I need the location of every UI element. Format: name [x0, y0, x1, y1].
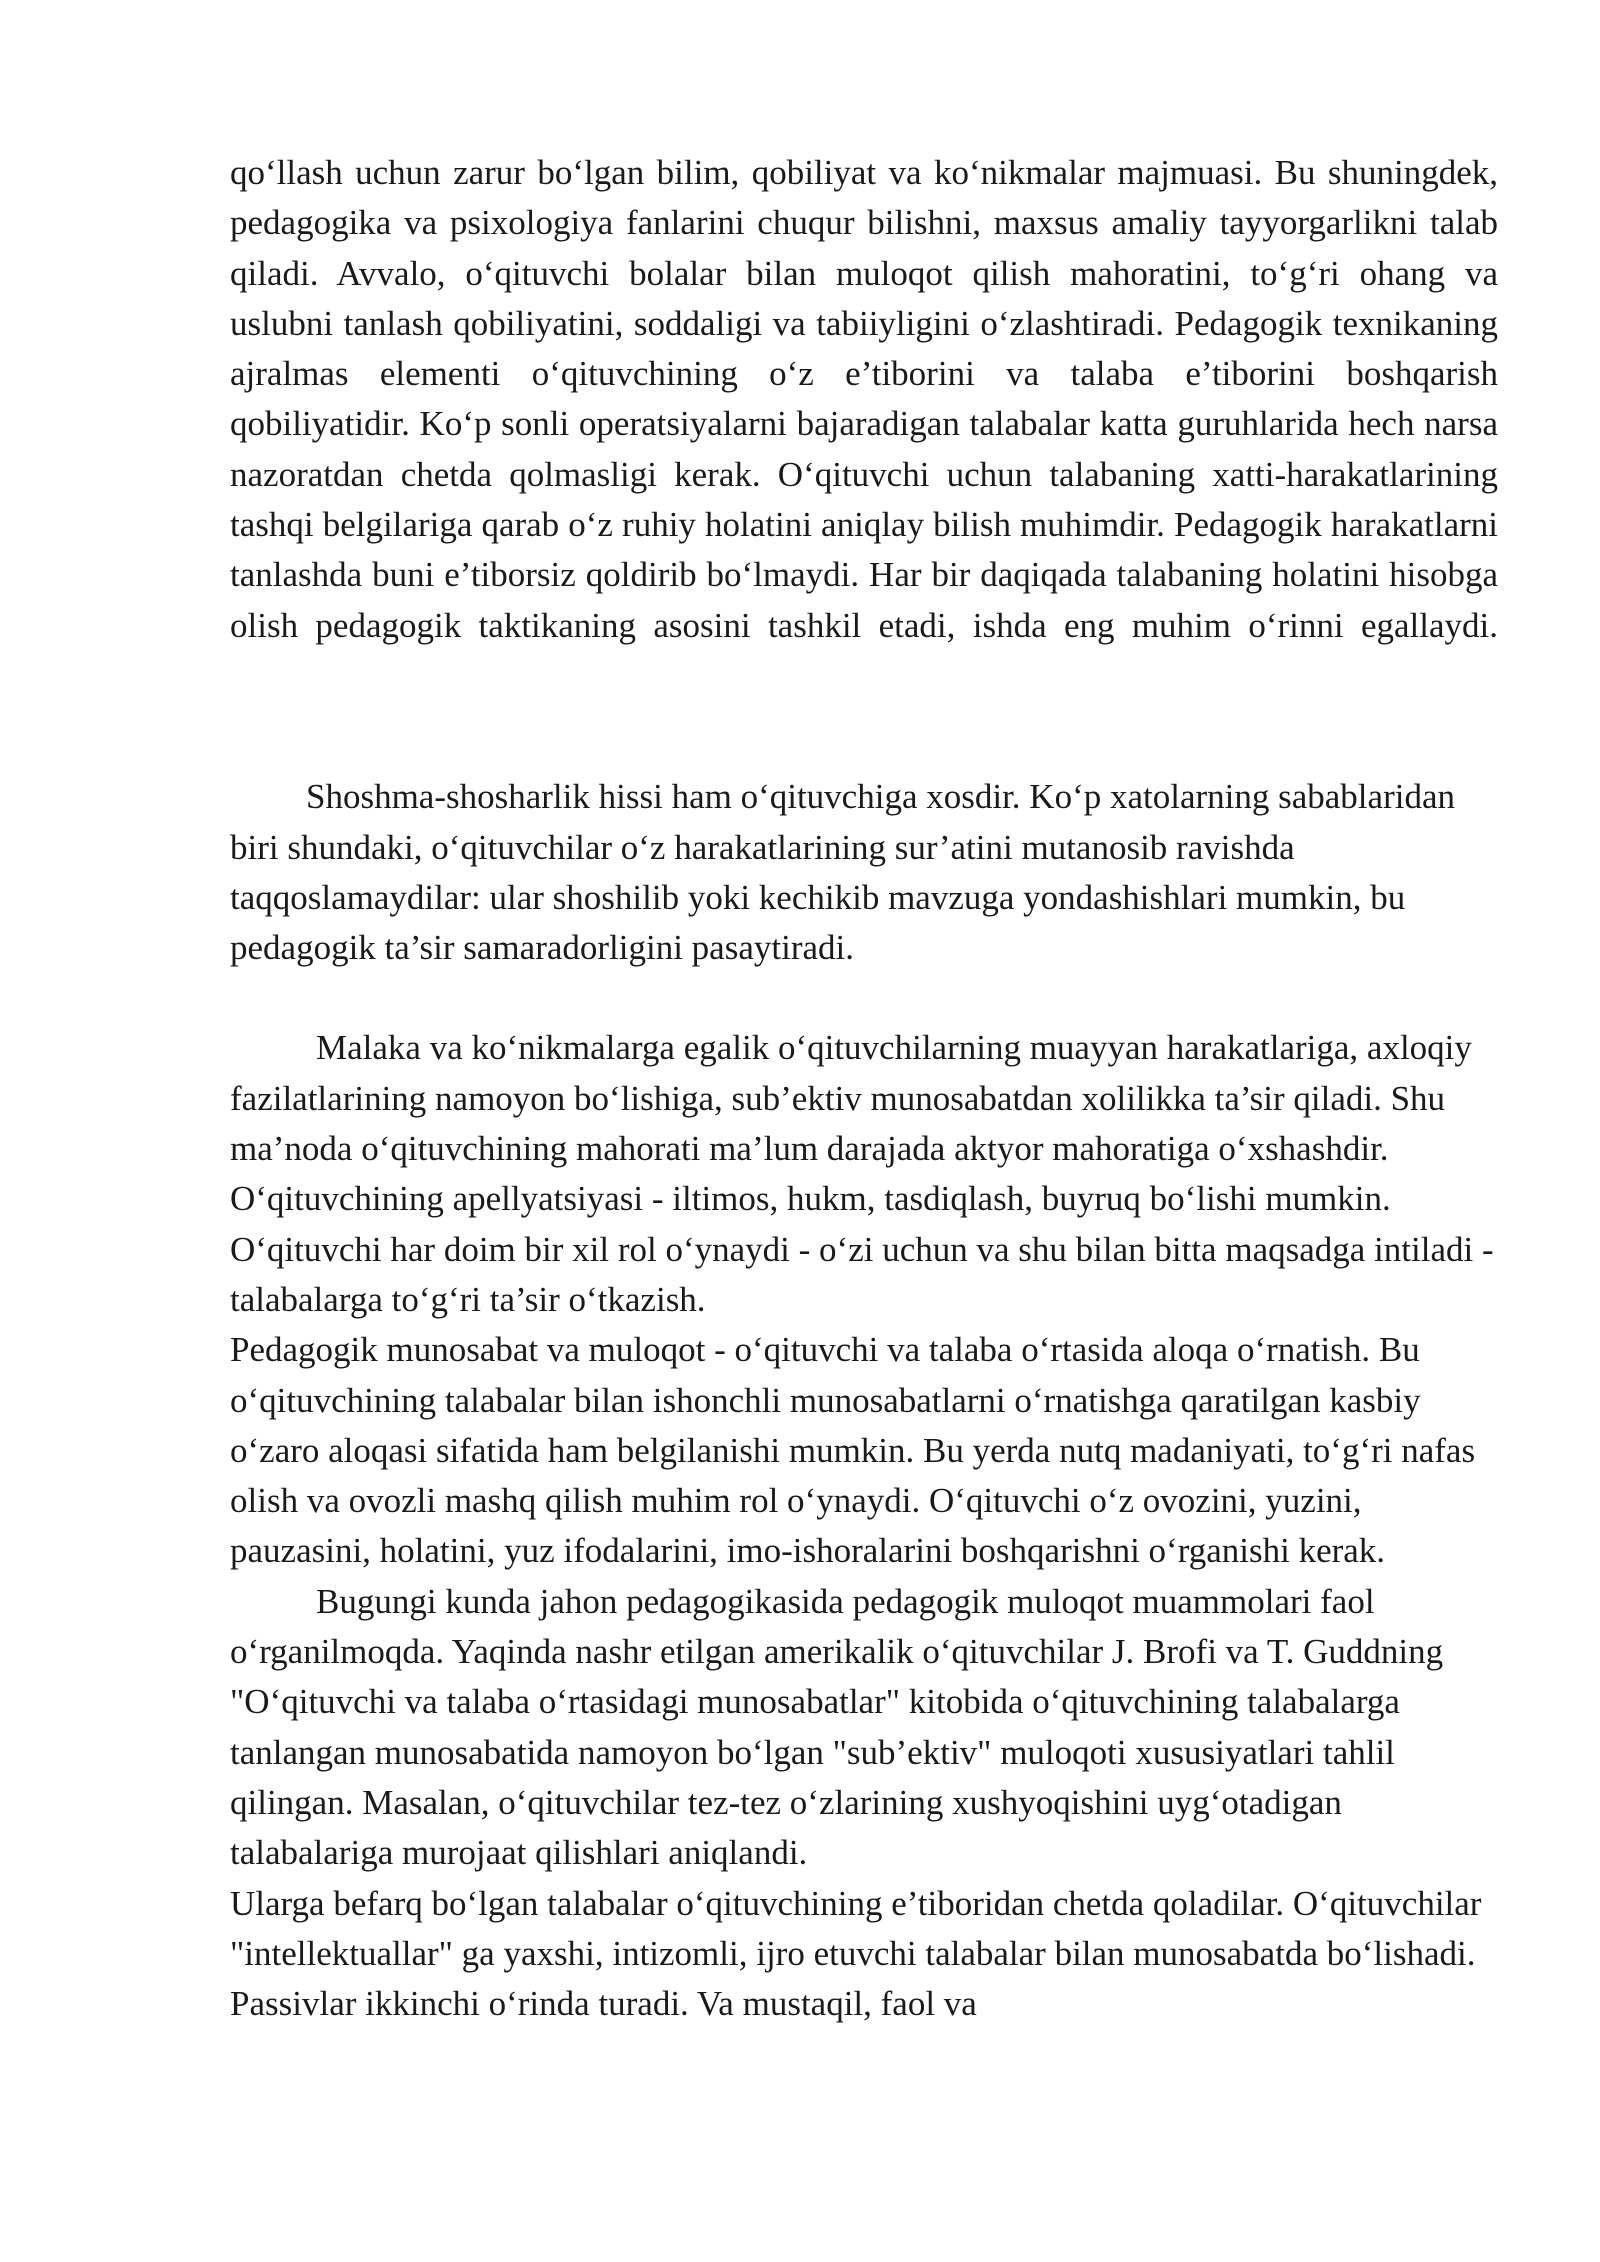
paragraph-2: Shoshma-shosharlik hissi ham oʻqituvchiga xosdir. Koʻp xatolarning sabablaridan biri shundaki, oʻqituvchilar oʻz harakatlarining sur’atini mutanosib ravishda taqqoslamaydilar: ular shoshilib yoki kechikib mavzuga yondashishlari mumkin, bu pedagogik ta’sir samaradorligini pasaytiradi. [230, 777, 1455, 968]
paragraph-1: qoʻllash uchun zarur boʻlgan bilim, qobiliyat va koʻnikmalar majmuasi. Bu shuningdek, pedagogika va psixologiya fanlarini chuqur bilishni, maxsus amaliy tayyorgarlikni talab qiladi. Avvalo, oʻqituvchi bolalar bilan muloqot qilish mahoratini, toʻgʻri ohang va uslubni tanlash qobiliyatini, soddaligi va tabiiyligini oʻzlashtiradi. Pedagogik texnikaning ajralmas elementi oʻqituvchining oʻz e’tiborini va talaba e’tiborini boshqarish qobiliyatidir. Koʻp sonli operatsiyalarni bajaradigan talabalar katta guruhlarida hech narsa nazoratdan chetda qolmasligi kerak. Oʻqituvchi uchun talabaning xatti-harakatlarining tashqi belgilariga qarab oʻz ruhiy holatini aniqlay bilish muhimdir. Pedagogik harakatlarni tanlashda buni e’tiborsiz qoldirib boʻlmaydi. Har bir daqiqada talabaning holatini hisobga olish pedagogik taktikaning asosini tashkil etadi, ishda eng muhim oʻrinni egallaydi. [230, 153, 1498, 645]
paragraph-3: Malaka va koʻnikmalarga egalik oʻqituvchilarning muayyan harakatlariga, axloqiy fazilatlarining namoyon boʻlishiga, sub’ektiv munosabatdan xolilikka ta’sir qiladi. Shu ma’noda oʻqituvchining mahorati ma’lum darajada aktyor mahoratiga oʻxshashdir. Oʻqituvchining apellyatsiyasi - iltimos, hukm, tasdiqlash, buyruq boʻlishi mumkin. Oʻqituvchi har doim bir xil rol oʻynaydi - oʻzi uchun va shu bilan bitta maqsadga intiladi - talabalarga toʻgʻri ta’sir oʻtkazish. [230, 1028, 1494, 1319]
paragraph-5: Bugungi kunda jahon pedagogikasida pedagogik muloqot muammolari faol oʻrganilmoqda. Yaqinda nashr etilgan amerikalik oʻqituvchilar J. Brofi va T. Guddning "Oʻqituvchi va talaba oʻrtasidagi munosabatlar" kitobida oʻqituvchining talabalarga tanlangan munosabatida namoyon boʻlgan "sub’ektiv" muloqoti xususiyatlari tahlil qilingan. Masalan, oʻqituvchilar tez-tez oʻzlarining xushyoqishini uygʻotadigan talabalariga murojaat qilishlari aniqlandi. [230, 1581, 1444, 1873]
paragraph-6: Ularga befarq boʻlgan talabalar oʻqituvchining e’tiboridan chetda qoladilar. Oʻqituvchilar "intellektuallar" ga yaxshi, intizomli, ijro etuvchi talabalar bilan munosabatda boʻlishadi. Passivlar ikkinchi oʻrinda turadi. Va mustaqil, faol va [230, 1883, 1482, 2024]
document-page [230, 148, 1498, 2029]
paragraph-4: Pedagogik munosabat va muloqot - oʻqituvchi va talaba oʻrtasida aloqa oʻrnatish. Bu oʻqituvchining talabalar bilan ishonchli munosabatlarni oʻrnatishga qaratilgan kasbiy oʻzaro aloqasi sifatida ham belgilanishi mumkin. Bu yerda nutq madaniyati, toʻgʻri nafas olish va ovozli mashq qilish muhim rol oʻynaydi. Oʻqituvchi oʻz ovozini, yuzini, pauzasini, holatini, yuz ifodalarini, imo-ishoralarini boshqarishni oʻrganishi kerak. [230, 1330, 1476, 1571]
